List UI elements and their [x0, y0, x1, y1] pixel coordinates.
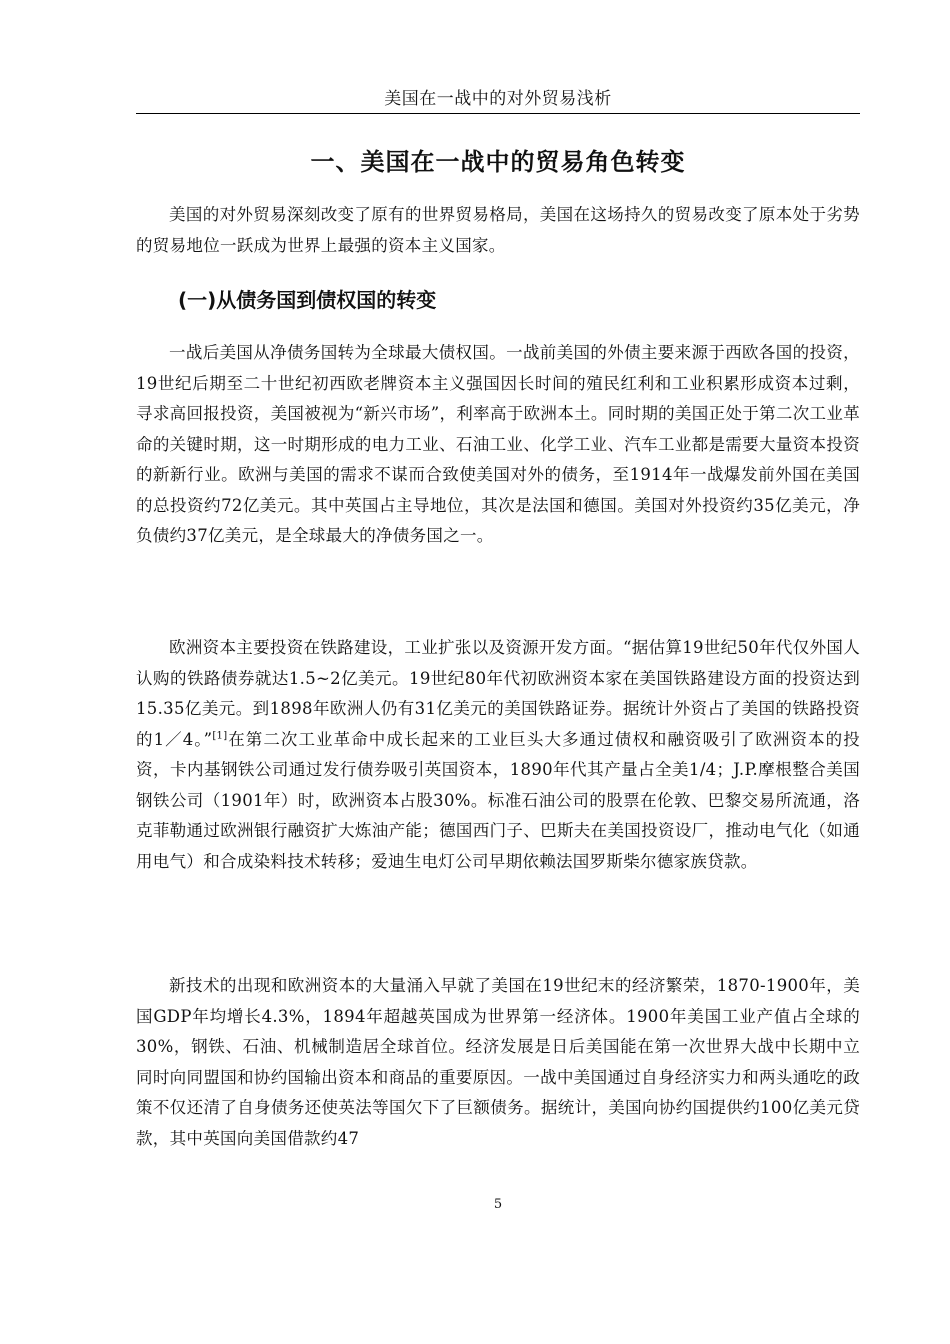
citation-reference: [1] [212, 730, 228, 741]
body-paragraph-economic-boom: 新技术的出现和欧洲资本的大量涌入早就了美国在19世纪末的经济繁荣，1870-1900年，美国GDP年均增长4.3%，1894年超越英国成为世界第一经济体。1900年美国工业产值占全球的30%，钢铁、石油、机械制造居全球首位。经济发展是日后美国能在第一次世界大战中长期中立同时向同盟国和协约国输出资本和商品的重要原因。一战中美国通过自身经济实力和两头通吃的政策不仅还清了自身债务还使英法等国欠下了巨额债务。据统计，美国向协约国提供约100亿美元贷款，其中英国向美国借款约47 [136, 976, 860, 1148]
page-number: 5 [493, 1197, 503, 1212]
chapter-title: 一、美国在一战中的贸易角色转变 [310, 148, 686, 176]
paragraph-text-before-citation: 欧洲资本主要投资在铁路建设，工业扩张以及资源开发方面。“据估算19世纪50年代仅外国人认购的铁路债券就达1.5~2亿美元。19世纪80年代初欧洲资本家在美国铁路建设方面的投资达到15.35亿美元。到1898年欧洲人仍有31亿美元的美国铁路证券。据统计外资占了美国的铁路投资的1／4。” [136, 638, 860, 749]
running-header: 美国在一战中的对外贸易浅析 [384, 89, 612, 109]
section-title: (一)从债务国到债权国的转变 [178, 288, 437, 312]
paragraph-text-after-citation: 在第二次工业革命中成长起来的工业巨头大多通过债权和融资吸引了欧洲资本的投资，卡内基钢铁公司通过发行债券吸引英国资本，1890年代其产量占全美1/4；J.P.摩根整合美国钢铁公司（1901年）时，欧洲资本占股30%。标准石油公司的股票在伦敦、巴黎交易所流通，洛克菲勒通过欧洲银行融资扩大炼油产能；德国西门子、巴斯夫在美国投资设厂，推动电气化（如通用电气）和合成染料技术转移；爱迪生电灯公司早期依赖法国罗斯柴尔德家族贷款。 [136, 729, 860, 871]
body-paragraph-debt-shift: 一战后美国从净债务国转为全球最大债权国。一战前美国的外债主要来源于西欧各国的投资，19世纪后期至二十世纪初西欧老牌资本主义强国因长时间的殖民红利和工业积累形成资本过剩，寻求高回报投资，美国被视为“新兴市场”，利率高于欧洲本土。同时期的美国正处于第二次工业革命的关键时期，这一时期形成的电力工业、石油工业、化学工业、汽车工业都是需要大量资本投资的新新行业。欧洲与美国的需求不谋而合致使美国对外的债务，至1914年一战爆发前外国在美国的总投资约72亿美元。其中英国占主导地位，其次是法国和德国。美国对外投资约35亿美元，净负债约37亿美元，是全球最大的净债务国之一。 [136, 343, 860, 545]
intro-paragraph: 美国的对外贸易深刻改变了原有的世界贸易格局，美国在这场持久的贸易改变了原本处于劣势的贸易地位一跃成为世界上最强的资本主义国家。 [136, 205, 860, 255]
header-divider [136, 113, 860, 114]
body-paragraph-european-capital [136, 633, 860, 877]
